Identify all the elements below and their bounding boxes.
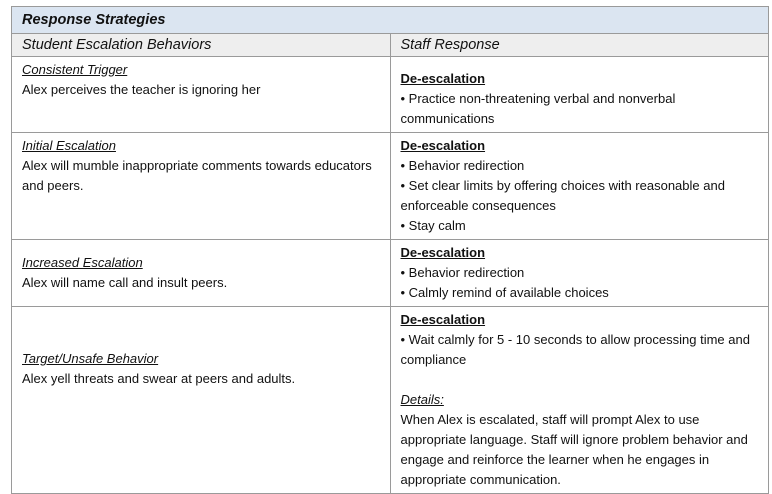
response-strategies-table <box>11 6 769 494</box>
response-cell <box>390 307 769 494</box>
strategy-title: De-escalation <box>400 312 486 327</box>
response-strategies-table-wrapper <box>11 6 769 494</box>
stage-label: Consistent Trigger <box>22 62 128 77</box>
strategy-bullet: • Wait calmly for 5 - 10 seconds to allow processing time and compliance <box>400 332 750 367</box>
strategy-title: De-escalation <box>400 245 486 260</box>
stage-label: Target/Unsafe Behavior <box>22 351 159 366</box>
header-row <box>12 34 769 57</box>
behavior-description: Alex will name call and insult peers. <box>22 275 228 290</box>
behavior-cell <box>12 240 391 307</box>
strategy-bullet: • Set clear limits by offering choices with reasonable and enforceable consequences <box>400 178 725 213</box>
response-column-header: Staff Response <box>390 34 769 57</box>
details-text: When Alex is escalated, staff will prompt Alex to use appropriate language. Staff will ignore problem behavior and engage and reinforce the learner when he engages in appropriate communication. <box>400 412 748 487</box>
strategy-bullet: • Practice non-threatening verbal and nonverbal communications <box>400 91 676 126</box>
title-row <box>12 7 769 34</box>
response-cell <box>390 240 769 307</box>
behavior-cell <box>12 307 391 494</box>
table-row <box>12 307 769 494</box>
stage-label: Increased Escalation <box>22 255 143 270</box>
behavior-cell <box>12 133 391 240</box>
details-label: Details: <box>400 392 444 407</box>
table-row <box>12 57 769 133</box>
strategy-bullet: • Behavior redirection <box>400 158 525 173</box>
stage-label: Initial Escalation <box>22 138 116 153</box>
strategy-bullet: • Behavior redirection <box>400 265 525 280</box>
strategy-bullet: • Calmly remind of available choices <box>400 285 609 300</box>
behavior-description: Alex yell threats and swear at peers and adults. <box>22 371 296 386</box>
table-row <box>12 240 769 307</box>
table-title: Response Strategies <box>12 7 769 34</box>
behaviors-column-header: Student Escalation Behaviors <box>12 34 391 57</box>
table-row <box>12 133 769 240</box>
strategy-title: De-escalation <box>400 138 486 153</box>
behavior-description: Alex perceives the teacher is ignoring her <box>22 82 261 97</box>
behavior-cell <box>12 57 391 133</box>
response-cell <box>390 57 769 133</box>
behavior-description: Alex will mumble inappropriate comments towards educators and peers. <box>22 158 372 193</box>
response-cell <box>390 133 769 240</box>
strategy-title: De-escalation <box>400 71 486 86</box>
strategy-bullet: • Stay calm <box>400 218 466 233</box>
